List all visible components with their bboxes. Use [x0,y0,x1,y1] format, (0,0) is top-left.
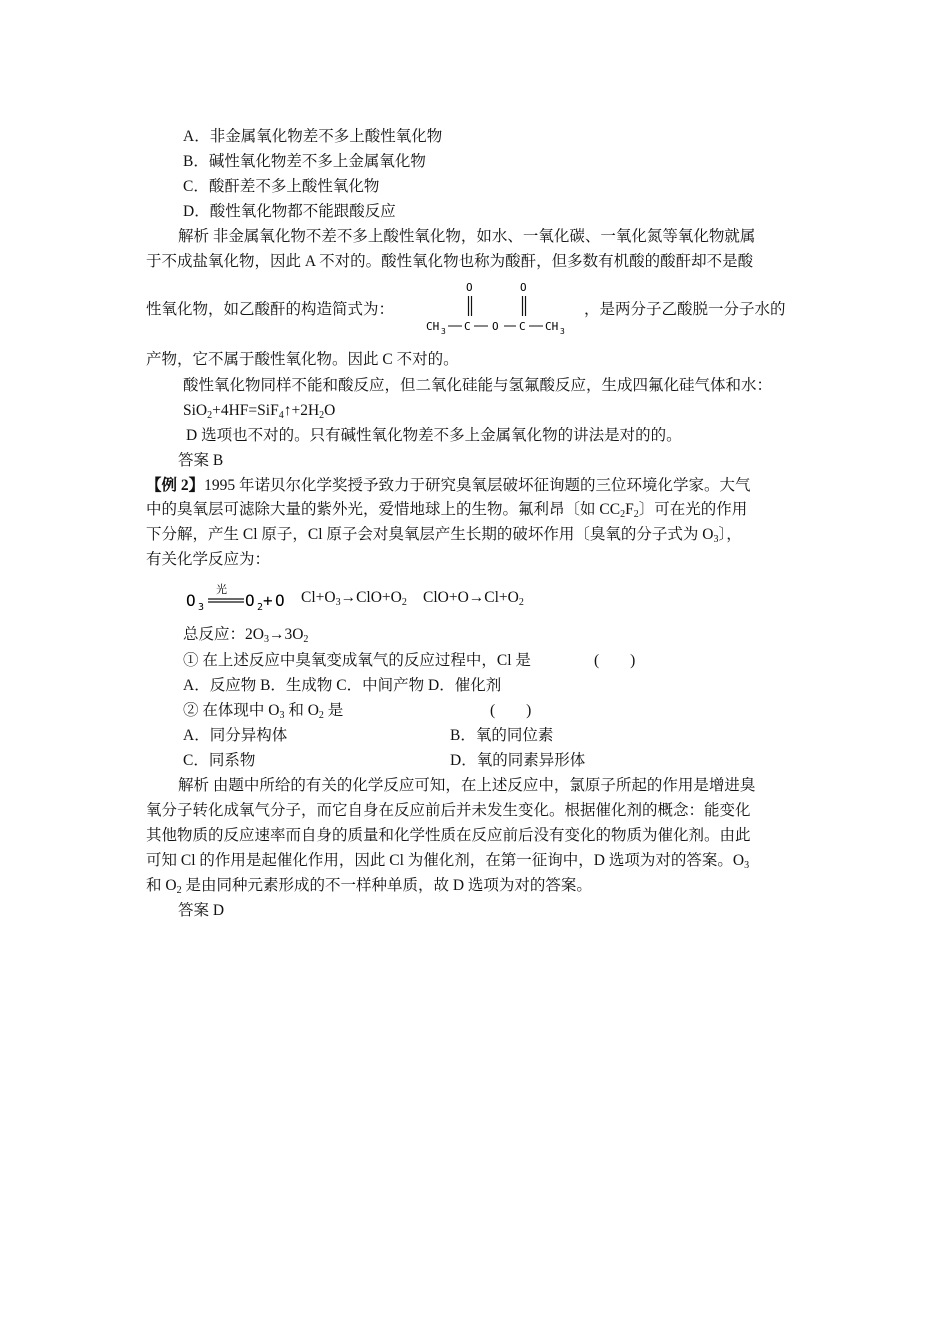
acetic-anhydride-structure [424,278,574,342]
option-b: B．碱性氧化物差不多上金属氧化物 [183,153,426,170]
answer-2: 答案 D [178,902,225,919]
subq-2-option-c: C．同系物 [183,752,256,769]
svg-text:3: 3 [560,327,565,336]
example-2-label: 【例 2】 [146,477,205,494]
analysis-1-line-3b: ，是两分子乙酸脱一分子水的 [584,301,786,318]
answer-1: 答案 B [178,452,224,469]
analysis-2-line-1: 解析 由题中所给的有关的化学反应可知，在上述反应中，氯原子所起的作用是增进臭 [178,777,756,794]
subq-2-option-d: D．氧的同素异形体 [450,752,586,769]
analysis-1-line-4: 产物，它不属于酸性氧化物。因此 C 不对的。 [146,351,459,368]
reaction-2: $Cl+O_3\to ClO+O_2$ [301,589,407,608]
subq-1-options: A．反应物 B．生成物 C．中间产物 D．催化剂 [183,677,502,694]
subq-2-option-a: A．同分异构体 [183,727,288,744]
reaction-3: $ClO+O\to Cl+O_2$ [423,589,524,608]
analysis-2-line-4: 可知 Cl 的作用是起催化作用，因此 Cl 为催化剂，在第一征询中，D 选项为对的答案。$O_3$ [146,852,750,871]
carbon-1: C [464,320,471,333]
analysis-2-line-2: 氧分子转化成氧气分子，而它自身在反应前后并未发生变化。根据催化剂的概念：能变化 [146,802,751,819]
carbonyl-o-2: O [520,281,527,294]
option-c: C．酸酐差不多上酸性氧化物 [183,178,380,195]
bridge-o: O [492,320,499,333]
analysis-2-line-5: 和 $O_2$ 是由同种元素形成的不一样种单质，故 D 选项为对的答案。 [146,877,592,896]
svg-text:O: O [275,591,285,610]
subq-2-option-b: B．氧的同位素 [450,727,554,744]
example-2-line-1: 【例 2】1995 年诺贝尔化学奖授予致力于研究臭氧层破坏征询题的三位环境化学家。大气 [146,477,751,494]
svg-text:3: 3 [441,327,446,336]
example-2-line-4: 有关化学反应为： [146,551,271,568]
ch3-right: CH [545,320,559,333]
total-reaction: 总反应：$2O_3\to 3O_2$ [183,626,309,645]
option-a: A．非金属氧化物差不多上酸性氧化物 [183,128,443,145]
subq-2-blank: ( ) [490,702,532,719]
analysis-2-line-3: 其他物质的反应速率而自身的质量和化学性质在反应前后没有变化的物质为催化剂。由此 [146,827,751,844]
subq-1-blank: ( ) [594,652,636,669]
svg-text:O: O [245,591,255,610]
ozone-photolysis-equation [186,580,296,616]
example-2-line-3: 下分解，产生 Cl 原子，Cl 原子会对臭氧层产生长期的破坏作用〔臭氧的分子式为 $O_3$〕， [146,526,742,545]
svg-text:+: + [263,591,273,610]
option-d: D．酸性氧化物都不能跟酸反应 [183,203,396,220]
sio2-equation: $SiO_2+4HF=SiF_4↑+2H_2O$ [183,402,336,421]
analysis-1-line-3a: 性氧化物，如乙酸酐的构造简式为： [146,301,395,318]
example-2-line-2: 中的臭氧层可滤除大量的紫外光，爱惜地球上的生物。氟利昂〔如 $CC_2F_2$〕可在光的作用 [146,501,748,520]
analysis-1-line-7: D 选项也不对的。只有碱性氧化物差不多上金属氧化物的讲法是对的的。 [186,427,682,444]
ch3-left: CH [426,320,440,333]
carbon-2: C [519,320,526,333]
svg-text:2: 2 [257,602,264,613]
svg-text:3: 3 [198,602,205,613]
subq-1-stem: ① 在上述反应中臭氧变成氧气的反应过程中，Cl 是 [183,652,531,669]
light-label: 光 [216,583,227,596]
subq-2-stem: ② 在体现中 $O_3$ 和 $O_2$ 是 [183,702,344,721]
analysis-1-line-2: 于不成盐氧化物，因此 A 不对的。酸性氧化物也称为酸酐，但多数有机酸的酸酐却不是酸 [146,253,754,270]
carbonyl-o-1: O [466,281,473,294]
svg-text:O: O [186,591,196,610]
analysis-1-line-5: 酸性氧化物同样不能和酸反应，但二氧化硅能与氢氟酸反应，生成四氟化硅气体和水： [183,377,773,394]
analysis-1-line-1: 解析 非金属氧化物不差不多上酸性氧化物，如水、一氧化碳、一氧化氮等氧化物就属 [178,228,756,245]
